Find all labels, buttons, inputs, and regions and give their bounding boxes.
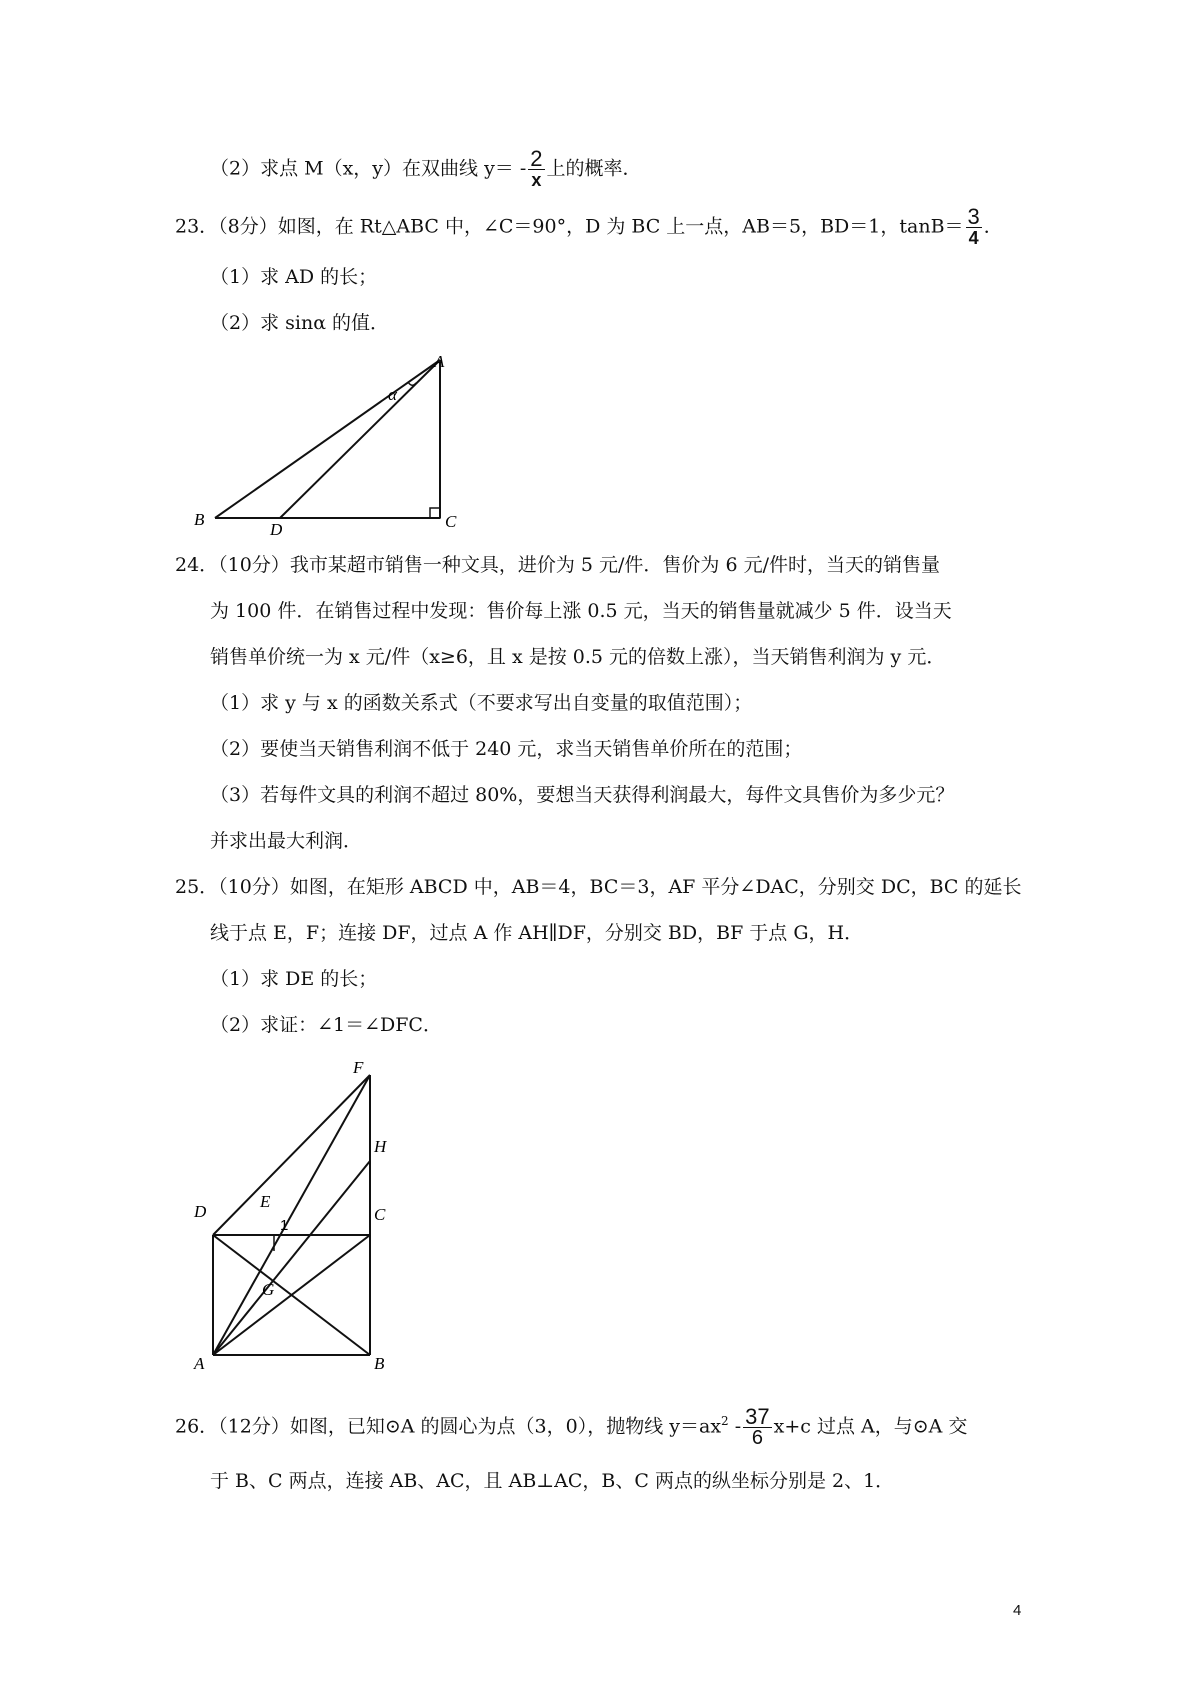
label-angle-1: 1	[280, 1217, 289, 1234]
segment-ab	[215, 360, 440, 518]
label-d: D	[194, 1202, 207, 1221]
q24-line3: 销售单价统一为 x 元/件（x≥6，且 x 是按 0.5 元的倍数上涨），当天销售利润为 y 元．	[210, 646, 946, 668]
q24-line1: 24．（10分）我市某超市销售一种文具，进价为 5 元/件．售价为 6 元/件时，当天的销售量	[175, 554, 940, 576]
fraction: $\frac{2}{x}$	[530, 146, 543, 190]
fraction: $\frac{3}{4}$	[967, 204, 980, 248]
q24-part3: （3）若每件文具的利润不超过 80%，要想当天获得利润最大，每件文具售价为多少元？	[210, 784, 955, 806]
q22-part2: （2）求点 M（x，y）在双曲线 y＝ - $\frac{2}{x}$ 上的概率．	[210, 146, 642, 190]
q24-part2: （2）要使当天销售利润不低于 240 元，求当天销售单价所在的范围；	[210, 738, 803, 760]
q25-figure	[190, 1055, 410, 1375]
q23-stem: 23．（8分）如图，在 Rt△ABC 中，∠C＝90°，D 为 BC 上一点，AB＝5，BD＝1，tanB＝ $\frac{3}{4}$ ．	[175, 204, 1003, 248]
q25-line1: 25．（10分）如图，在矩形 ABCD 中，AB＝4，BC＝3，AF 平分∠DAC，分别交 DC，BC 的延长	[175, 876, 1022, 898]
q25-line2: 线于点 E，F；连接 DF，过点 A 作 AH∥DF，分别交 BD，BF 于点 G，H．	[210, 922, 864, 944]
q24-part1: （1）求 y 与 x 的函数关系式（不要求写出自变量的取值范围）；	[210, 692, 753, 714]
label-b: B	[374, 1354, 385, 1373]
label-f: F	[353, 1058, 364, 1077]
q24-line2: 为 100 件．在销售过程中发现：售价每上涨 0.5 元，当天的销售量就减少 5 件．设当天	[210, 600, 952, 622]
q25-part1: （1）求 DE 的长；	[210, 968, 378, 990]
angle-alpha-arc	[408, 382, 416, 385]
label-g: G	[262, 1280, 275, 1299]
label-h: H	[374, 1137, 387, 1156]
q26-line1: 26．（12分）如图，已知⊙A 的圆心为点（3，0），抛物线 $y=ax^2$ - $\frac{37}{6}$ x+c 过点 A，与⊙A 交	[175, 1404, 968, 1449]
q24-part3-cont: 并求出最大利润．	[210, 830, 363, 852]
segment-af	[213, 1075, 370, 1355]
label-d: D	[270, 520, 283, 539]
fraction: $\frac{37}{6}$	[745, 1404, 770, 1449]
segment-ah	[213, 1161, 370, 1355]
q25-part2: （2）求证：∠1＝∠DFC．	[210, 1014, 442, 1036]
q23-figure	[190, 355, 480, 540]
right-angle-mark	[430, 508, 440, 518]
page-number: 4	[1013, 1602, 1022, 1619]
label-a: A	[434, 355, 445, 371]
label-c: C	[445, 512, 457, 531]
label-alpha: α	[388, 385, 397, 404]
label-e: E	[260, 1192, 271, 1211]
q23-part2: （2）求 sinα 的值．	[210, 312, 390, 334]
q26-line2: 于 B、C 两点，连接 AB、AC，且 AB⊥AC，B、C 两点的纵坐标分别是 2、1．	[210, 1470, 895, 1492]
label-a: A	[194, 1354, 205, 1373]
q23-part1: （1）求 AD 的长；	[210, 266, 378, 288]
label-b: B	[194, 510, 205, 529]
segment-df	[213, 1075, 370, 1235]
label-c: C	[374, 1205, 386, 1224]
